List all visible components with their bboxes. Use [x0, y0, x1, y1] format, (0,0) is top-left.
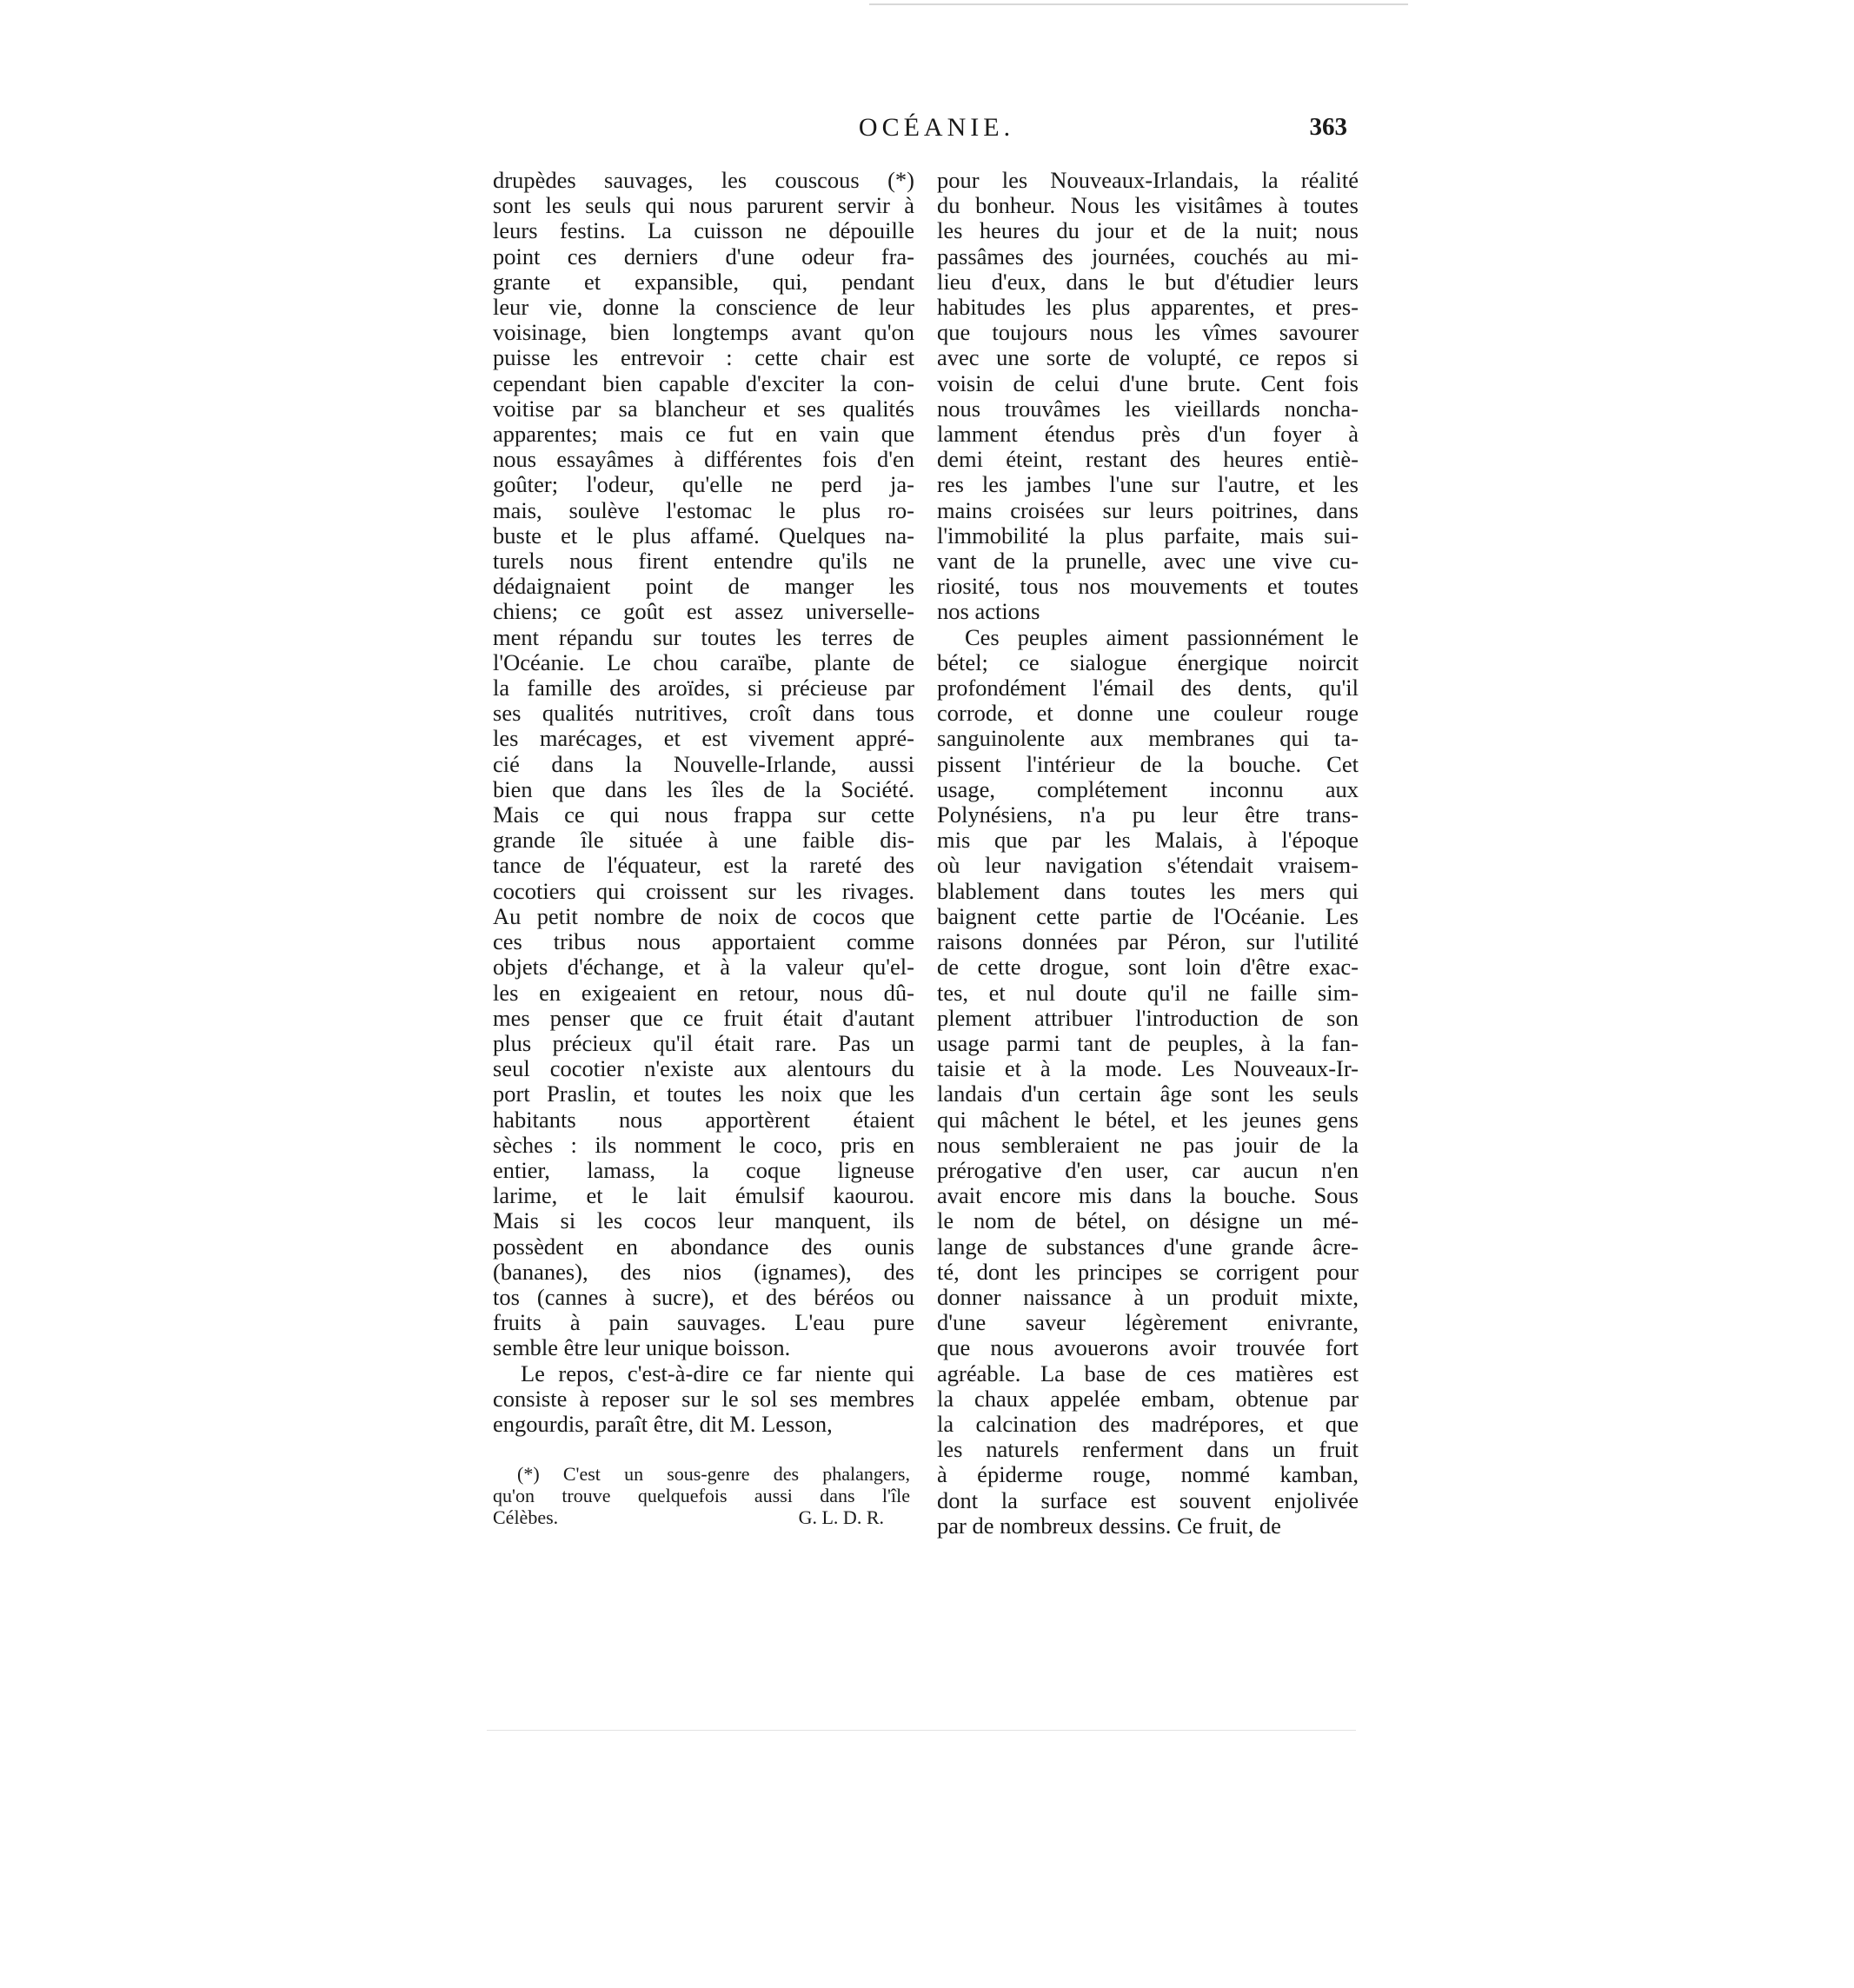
footnote-line: Célèbes. [493, 1506, 559, 1528]
text-line: mes penser que ce fruit était d'autant [493, 1005, 914, 1031]
footnote-signature: G. L. D. R. [798, 1506, 884, 1528]
text-line: l'Océanie. Le chou caraïbe, plante de [493, 649, 914, 675]
running-header [491, 113, 1356, 153]
text-line: tes, et nul doute qu'il ne faille sim- [937, 980, 1359, 1006]
scan-artifact-bottom [487, 1730, 1356, 1731]
text-line: la famille des aroïdes, si précieuse par [493, 675, 914, 701]
text-line: ces tribus nous apportaient comme [493, 929, 914, 955]
text-line: leurs festins. La cuisson ne dépouille [493, 218, 914, 244]
text-line: semble être leur unique boisson. [493, 1335, 791, 1361]
text-line: ment répandu sur toutes les terres de [493, 624, 914, 650]
text-line: pour les Nouveaux-Irlandais, la réalité [937, 168, 1359, 193]
text-line: corrode, et donne une couleur rouge [937, 701, 1359, 727]
text-line: agréable. La base de ces matières est [937, 1360, 1359, 1386]
text-line: donner naissance à un produit mixte, [937, 1284, 1359, 1310]
text-line: seul cocotier n'existe aux alentours du [493, 1056, 914, 1082]
text-line: que nous avouerons avoir trouvée fort [937, 1335, 1359, 1361]
text-line: Mais si les cocos leur manquent, ils [493, 1208, 914, 1234]
footnote-line: qu'on trouve quelquefois aussi dans l'île [493, 1485, 910, 1506]
text-line: demi éteint, restant des heures entiè- [937, 447, 1359, 473]
text-line: nos actions [937, 599, 1040, 625]
text-line: raisons données par Péron, sur l'utilité [937, 929, 1359, 955]
text-line: plement attribuer l'introduction de son [937, 1005, 1359, 1031]
text-line: la calcination des madrépores, et que [937, 1411, 1359, 1437]
text-line: leur vie, donne la conscience de leur [493, 295, 914, 321]
text-line: point ces derniers d'une odeur fra- [493, 243, 914, 269]
text-line: consiste à reposer sur le sol ses membres [493, 1386, 914, 1412]
text-line: cocotiers qui croissent sur les rivages. [493, 878, 914, 904]
text-line: blablement dans toutes les mers qui [937, 878, 1359, 904]
text-line: plus précieux qu'il était rare. Pas un [493, 1030, 914, 1056]
text-line: (bananes), des nios (ignames), des [493, 1259, 914, 1285]
text-line: voisinage, bien longtemps avant qu'on [493, 320, 914, 346]
text-line: avec une sorte de volupté, ce repos si [937, 345, 1359, 371]
text-line: dédaignaient point de manger les [493, 574, 914, 600]
text-line: le nom de bétel, on désigne un mé- [937, 1208, 1359, 1234]
text-line: lange de substances d'une grande âcre- [937, 1233, 1359, 1260]
text-line: nous sembleraient ne pas jouir de la [937, 1132, 1359, 1158]
text-line: cié dans la Nouvelle-Irlande, aussi [493, 751, 914, 777]
text-line: goûter; l'odeur, qu'elle ne perd ja- [493, 472, 914, 498]
text-line: larime, et le lait émulsif kaourou. [493, 1183, 914, 1209]
text-line: dont la surface est souvent enjolivée [937, 1487, 1359, 1513]
text-line: drupèdes sauvages, les couscous (*) [493, 168, 914, 193]
text-line: la chaux appelée embam, obtenue par [937, 1386, 1359, 1412]
text-line: profondément l'émail des dents, qu'il [937, 675, 1359, 701]
text-line: té, dont les principes se corrigent pour [937, 1259, 1359, 1285]
text-line: les marécages, et est vivement appré- [493, 726, 914, 752]
text-line: turels nous firent entendre qu'ils ne [493, 549, 914, 575]
text-line: sont les seuls qui nous parurent servir à [493, 193, 914, 219]
text-line: où leur navigation s'étendait vraisem- [937, 853, 1359, 879]
text-line: possèdent en abondance des ounis [493, 1233, 914, 1260]
text-line: engourdis, paraît être, dit M. Lesson, [493, 1411, 833, 1437]
text-line: mais, soulève l'estomac le plus ro- [493, 497, 914, 523]
text-line: mains croisées sur leurs poitrines, dans [937, 497, 1359, 523]
left-text-column [493, 168, 914, 1437]
text-line: nous essayâmes à différentes fois d'en [493, 447, 914, 473]
text-line: d'une saveur légèrement enivrante, [937, 1310, 1359, 1336]
text-line: usage parmi tant de peuples, à la fan- [937, 1030, 1359, 1056]
text-line: Le repos, c'est-à-dire ce far niente qui [521, 1360, 914, 1386]
text-line: les naturels renferment dans un fruit [937, 1437, 1359, 1463]
text-line: cependant bien capable d'exciter la con- [493, 370, 914, 396]
footnote-line: (*) C'est un sous-genre des phalangers, [517, 1463, 910, 1485]
page-number: 363 [1309, 113, 1347, 141]
footnote [493, 1463, 910, 1528]
text-line: port Praslin, et toutes les noix que les [493, 1081, 914, 1107]
text-line: habitudes les plus apparentes, et pres- [937, 295, 1359, 321]
text-line: landais d'un certain âge sont les seuls [937, 1081, 1359, 1107]
text-line: fruits à pain sauvages. L'eau pure [493, 1310, 914, 1336]
text-line: prérogative d'en user, car aucun n'en [937, 1157, 1359, 1183]
text-line: par de nombreux dessins. Ce fruit, de [937, 1513, 1281, 1539]
text-line: sèches : ils nomment le coco, pris en [493, 1132, 914, 1158]
text-line: vant de la prunelle, avec une vive cu- [937, 549, 1359, 575]
text-line: res les jambes l'une sur l'autre, et les [937, 472, 1359, 498]
footnote-last-line [493, 1506, 910, 1528]
running-title: OCÉANIE. [858, 113, 1015, 142]
text-line: du bonheur. Nous les visitâmes à toutes [937, 193, 1359, 219]
text-line: riosité, tous nos mouvements et toutes [937, 574, 1359, 600]
text-line: voitise par sa blancheur et ses qualités [493, 396, 914, 422]
text-line: baignent cette partie de l'Océanie. Les [937, 903, 1359, 929]
text-line: Au petit nombre de noix de cocos que [493, 903, 914, 929]
text-line: mis que par les Malais, à l'époque [937, 828, 1359, 854]
text-line: que toujours nous les vîmes savourer [937, 320, 1359, 346]
text-line: lieu d'eux, dans le but d'étudier leurs [937, 269, 1359, 295]
text-line: Mais ce qui nous frappa sur cette [493, 802, 914, 828]
text-line: entier, lamass, la coque ligneuse [493, 1157, 914, 1183]
text-line: apparentes; mais ce fut en vain que [493, 422, 914, 448]
text-line: tos (cannes à sucre), et des béréos ou [493, 1284, 914, 1310]
text-line: bien que dans les îles de la Société. [493, 776, 914, 802]
text-line: pissent l'intérieur de la bouche. Cet [937, 751, 1359, 777]
text-line: Ces peuples aiment passionnément le [965, 624, 1359, 650]
text-line: les en exigeaient en retour, nous dû- [493, 980, 914, 1006]
text-line: chiens; ce goût est assez universelle- [493, 599, 914, 625]
scan-artifact-top [869, 3, 1408, 5]
text-line: objets d'échange, et à la valeur qu'el- [493, 954, 914, 981]
text-line: de cette drogue, sont loin d'être exac- [937, 954, 1359, 981]
text-line: taisie et à la mode. Les Nouveaux-Ir- [937, 1056, 1359, 1082]
text-line: grante et expansible, qui, pendant [493, 269, 914, 295]
text-line: les heures du jour et de la nuit; nous [937, 218, 1359, 244]
text-line: ses qualités nutritives, croît dans tous [493, 701, 914, 727]
text-line: sanguinolente aux membranes qui ta- [937, 726, 1359, 752]
text-line: bétel; ce sialogue énergique noircit [937, 649, 1359, 675]
text-line: puisse les entrevoir : cette chair est [493, 345, 914, 371]
text-line: l'immobilité la plus parfaite, mais sui- [937, 522, 1359, 549]
text-line: avait encore mis dans la bouche. Sous [937, 1183, 1359, 1209]
text-line: buste et le plus affamé. Quelques na- [493, 522, 914, 549]
text-line: voisin de celui d'une brute. Cent fois [937, 370, 1359, 396]
text-line: habitants nous apportèrent étaient [493, 1107, 914, 1133]
text-line: tance de l'équateur, est la rareté des [493, 853, 914, 879]
text-line: à épiderme rouge, nommé kamban, [937, 1462, 1359, 1488]
text-line: lamment étendus près d'un foyer à [937, 422, 1359, 448]
text-line: nous trouvâmes les vieillards noncha- [937, 396, 1359, 422]
text-line: passâmes des journées, couchés au mi- [937, 243, 1359, 269]
right-text-column [937, 168, 1359, 1539]
text-line: Polynésiens, n'a pu leur être trans- [937, 802, 1359, 828]
text-line: usage, complétement inconnu aux [937, 776, 1359, 802]
text-line: qui mâchent le bétel, et les jeunes gens [937, 1107, 1359, 1133]
text-line: grande île située à une faible dis- [493, 828, 914, 854]
